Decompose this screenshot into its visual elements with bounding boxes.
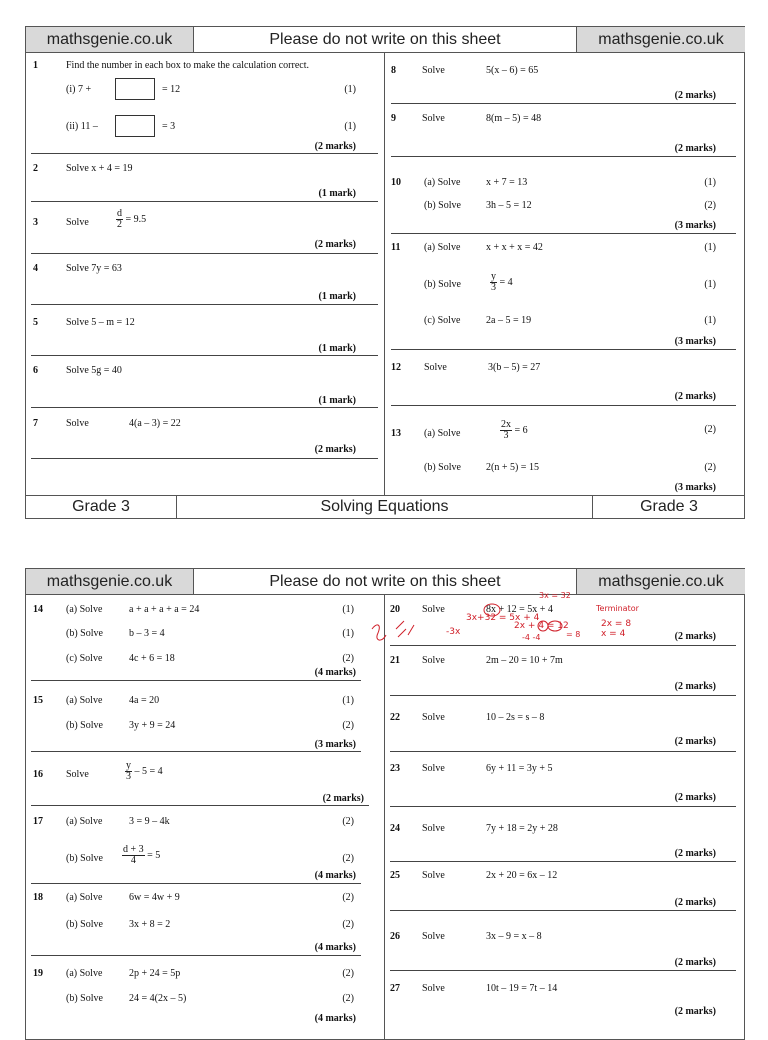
question-number: 15 [33,695,43,706]
part-label: (i) 7 + [66,84,92,95]
solve-label: Solve [66,418,89,429]
question-rule [31,407,378,408]
question-marks: (3 marks) [674,336,716,347]
question-rule [31,458,378,459]
question-equation: 8x + 12 = 5x + 4 [486,604,553,615]
part-label: (b) Solve [424,200,461,211]
question-marks: (2 marks) [674,631,716,642]
part-equation: 3 = 9 – 4k [129,816,170,827]
question-number: 9 [391,113,396,124]
part-equation: 2p + 24 = 5p [129,968,181,979]
question-rule [390,970,736,971]
question-text: Solve x + 4 = 19 [66,163,133,174]
question-marks: (4 marks) [314,667,356,678]
question-number: 5 [33,317,38,328]
question-marks: (2 marks) [674,897,716,908]
part-points: (1) [344,121,356,132]
question-marks: (4 marks) [314,1013,356,1024]
question-number: 1 [33,60,38,71]
question-number: 6 [33,365,38,376]
worksheet-page-1 [25,26,745,519]
question-number: 23 [390,763,400,774]
solve-label: Solve [422,931,445,942]
part-label: (a) Solve [424,242,461,253]
fraction-numerator: d + 3 [123,844,144,855]
part-equation: b – 3 = 4 [129,628,165,639]
part-points: (2) [704,424,716,435]
question-rule [31,751,361,752]
part-label: (b) Solve [66,720,103,731]
part-points: (2) [704,462,716,473]
solve-label: Solve [422,604,445,615]
question-number: 25 [390,870,400,881]
fraction-equation [125,761,163,782]
solve-label: Solve [424,362,447,373]
question-marks: (1 mark) [318,291,356,302]
part-equation: 3y + 9 = 24 [129,720,176,731]
question-marks: (3 marks) [674,220,716,231]
part-equation: 6w = 4w + 9 [129,892,180,903]
footer-topic: Solving Equations [320,498,449,515]
handwritten-answer: x = 4 [601,629,626,639]
question-number: 24 [390,823,400,834]
fraction-equation [490,272,513,293]
part-equation: 4a = 20 [129,695,160,706]
part-points: (1) [704,242,716,253]
question-rule [390,695,736,696]
question-marks: (2 marks) [674,391,716,402]
part-label: (b) Solve [424,462,461,473]
part-points: (1) [704,177,716,188]
question-rule [391,233,736,234]
handwritten-working: -4 -4 [522,633,541,642]
question-marks: (1 mark) [318,343,356,354]
question-equation: 7y + 18 = 2y + 28 [486,823,558,834]
part-equation: 4c + 6 = 18 [129,653,175,664]
fraction-numerator: d [117,208,122,219]
solve-label: Solve [422,823,445,834]
part-label: (b) Solve [66,919,103,930]
fraction-numerator: 2x [501,419,511,430]
question-rule [31,153,378,154]
question-marks: (2 marks) [322,793,364,804]
question-number: 10 [391,177,401,188]
question-rule [391,405,736,406]
question-marks: (2 marks) [674,90,716,101]
header-notice: Please do not write on this sheet [194,27,576,52]
question-marks: (2 marks) [314,444,356,455]
question-equation: 2x + 20 = 6x – 12 [486,870,558,881]
handwritten-note: 3x = 32 [539,591,571,600]
scribble-mark [372,625,386,640]
sheet-header [26,27,744,53]
footer-grade-right: Grade 3 [592,496,745,518]
question-rule [31,955,361,956]
question-number: 12 [391,362,401,373]
fraction-equation [122,845,160,866]
question-equation: 10t – 19 = 7t – 14 [486,983,558,994]
part-label: (c) Solve [424,315,461,326]
answer-box [115,115,155,137]
part-points: (2) [342,919,354,930]
question-number: 17 [33,816,43,827]
question-number: 13 [391,428,401,439]
question-number: 2 [33,163,38,174]
fraction-denominator: 3 [503,430,509,441]
part-label: (b) Solve [424,279,461,290]
question-equation: 8(m – 5) = 48 [486,113,542,124]
part-points: (1) [344,84,356,95]
equation-rhs: = 6 [514,424,528,436]
question-rule [390,861,736,862]
question-number: 18 [33,892,43,903]
part-equation: = 12 [162,84,181,95]
equation-rhs: = 9.5 [125,213,147,225]
part-label: (c) Solve [66,653,103,664]
solve-label: Solve [422,870,445,881]
question-equation: 6y + 11 = 3y + 5 [486,763,553,774]
question-equation: 4(a – 3) = 22 [129,418,181,429]
header-site-left: mathsgenie.co.uk [26,569,194,594]
header-notice: Please do not write on this sheet [194,569,576,594]
question-number: 22 [390,712,400,723]
question-text: Solve 5g = 40 [66,365,122,376]
question-marks: (2 marks) [674,143,716,154]
part-label: (ii) 11 – [66,121,98,132]
part-equation: x + 7 = 13 [486,177,528,188]
question-rule [31,253,378,254]
question-number: 20 [390,604,400,615]
question-rule [31,883,361,884]
fraction-equation [116,209,146,230]
question-number: 27 [390,983,400,994]
question-rule [390,751,736,752]
question-rule [31,355,378,356]
handwritten-working: 3x+32 = 5x + 4 [466,613,540,623]
part-equation: 2a – 5 = 19 [486,315,532,326]
part-points: (1) [342,628,354,639]
part-equation: 3h – 5 = 12 [486,200,532,211]
solve-label: Solve [422,712,445,723]
handwritten-note: Terminator [596,604,639,613]
question-equation: 10 – 2s = s – 8 [486,712,545,723]
question-marks: (4 marks) [314,870,356,881]
part-points: (1) [342,604,354,615]
solve-label: Solve [66,769,89,780]
question-equation: 3(b – 5) = 27 [488,362,541,373]
handwriting-strokes [26,569,744,689]
header-site-right: mathsgenie.co.uk [576,569,745,594]
question-number: 11 [391,242,401,253]
fraction-numerator: y [491,271,496,282]
question-number: 19 [33,968,43,979]
fraction-denominator: 3 [491,282,496,293]
question-marks: (3 marks) [314,739,356,750]
fraction-denominator: 3 [126,771,131,782]
question-marks: (2 marks) [674,1006,716,1017]
sheet-footer [26,495,744,518]
part-label: (a) Solve [66,695,103,706]
worksheet-page-2 [25,568,745,1040]
fraction-equation [500,420,528,441]
fraction-denominator: 4 [130,855,136,866]
question-equation: 2m – 20 = 10 + 7m [486,655,563,666]
part-points: (2) [342,892,354,903]
fraction-denominator: 2 [117,219,122,230]
part-equation: x + x + x = 42 [486,242,543,253]
question-number: 8 [391,65,396,76]
question-rule [391,103,736,104]
part-label: (b) Solve [66,628,103,639]
question-number: 7 [33,418,38,429]
part-points: (2) [342,816,354,827]
question-marks: (3 marks) [674,482,716,493]
part-points: (1) [704,315,716,326]
solve-label: Solve [422,113,445,124]
header-site-right: mathsgenie.co.uk [576,27,745,52]
question-rule [390,910,736,911]
part-label: (a) Solve [66,892,103,903]
question-marks: (4 marks) [314,942,356,953]
question-rule [31,805,369,806]
question-text: Find the number in each box to make the calculation correct. [66,60,309,71]
part-points: (2) [342,993,354,1004]
part-points: (1) [704,279,716,290]
solve-label: Solve [422,983,445,994]
solve-label: Solve [422,65,445,76]
question-marks: (2 marks) [314,239,356,250]
fraction-numerator: y [126,760,131,771]
question-marks: (2 marks) [674,848,716,859]
answer-box [115,78,155,100]
question-marks: (2 marks) [314,141,356,152]
part-label: (b) Solve [66,993,103,1004]
part-equation: 3x + 8 = 2 [129,919,171,930]
equation-rhs: – 5 = 4 [134,765,163,777]
part-equation: 2(n + 5) = 15 [486,462,539,473]
question-rule [391,349,736,350]
part-points: (2) [704,200,716,211]
question-number: 3 [33,217,38,228]
part-equation: 24 = 4(2x – 5) [129,993,187,1004]
part-label: (a) Solve [66,968,103,979]
header-site-left: mathsgenie.co.uk [26,27,194,52]
part-label: (a) Solve [66,816,103,827]
part-equation: a + a + a + a = 24 [129,604,200,615]
part-label: (a) Solve [424,428,461,439]
question-number: 26 [390,931,400,942]
equation-rhs: = 5 [147,849,161,861]
question-marks: (1 mark) [318,188,356,199]
question-rule [31,201,378,202]
part-label: (a) Solve [424,177,461,188]
question-number: 21 [390,655,400,666]
part-label: (a) Solve [66,604,103,615]
question-number: 4 [33,263,38,274]
question-marks: (2 marks) [674,957,716,968]
question-equation: 3x – 9 = x – 8 [486,931,542,942]
solve-label: Solve [422,655,445,666]
question-marks: (2 marks) [674,681,716,692]
handwritten-working: 2x = 8 [601,619,632,629]
part-equation: = 3 [162,121,176,132]
question-rule [391,156,736,157]
part-points: (2) [342,720,354,731]
footer-grade-left: Grade 3 [26,496,177,518]
question-number: 14 [33,604,43,615]
column-divider [384,53,385,496]
handwritten-working: 2x + 4 = 12 [514,621,569,631]
question-number: 16 [33,769,43,780]
question-rule [31,304,378,305]
handwritten-working: -3x [446,627,461,637]
question-marks: (2 marks) [674,792,716,803]
question-marks: (1 mark) [318,395,356,406]
scribble-mark [396,621,414,637]
question-marks: (2 marks) [674,736,716,747]
handwritten-working: = 8 [566,630,581,639]
part-points: (2) [342,968,354,979]
part-points: (2) [342,653,354,664]
question-text: Solve 5 – m = 12 [66,317,135,328]
equation-rhs: = 4 [499,276,513,288]
question-rule [390,806,736,807]
solve-label: Solve [66,217,89,228]
part-points: (2) [342,853,354,864]
question-equation: 5(x – 6) = 65 [486,65,539,76]
part-label: (b) Solve [66,853,103,864]
part-points: (1) [342,695,354,706]
solve-label: Solve [422,763,445,774]
question-text: Solve 7y = 63 [66,263,122,274]
